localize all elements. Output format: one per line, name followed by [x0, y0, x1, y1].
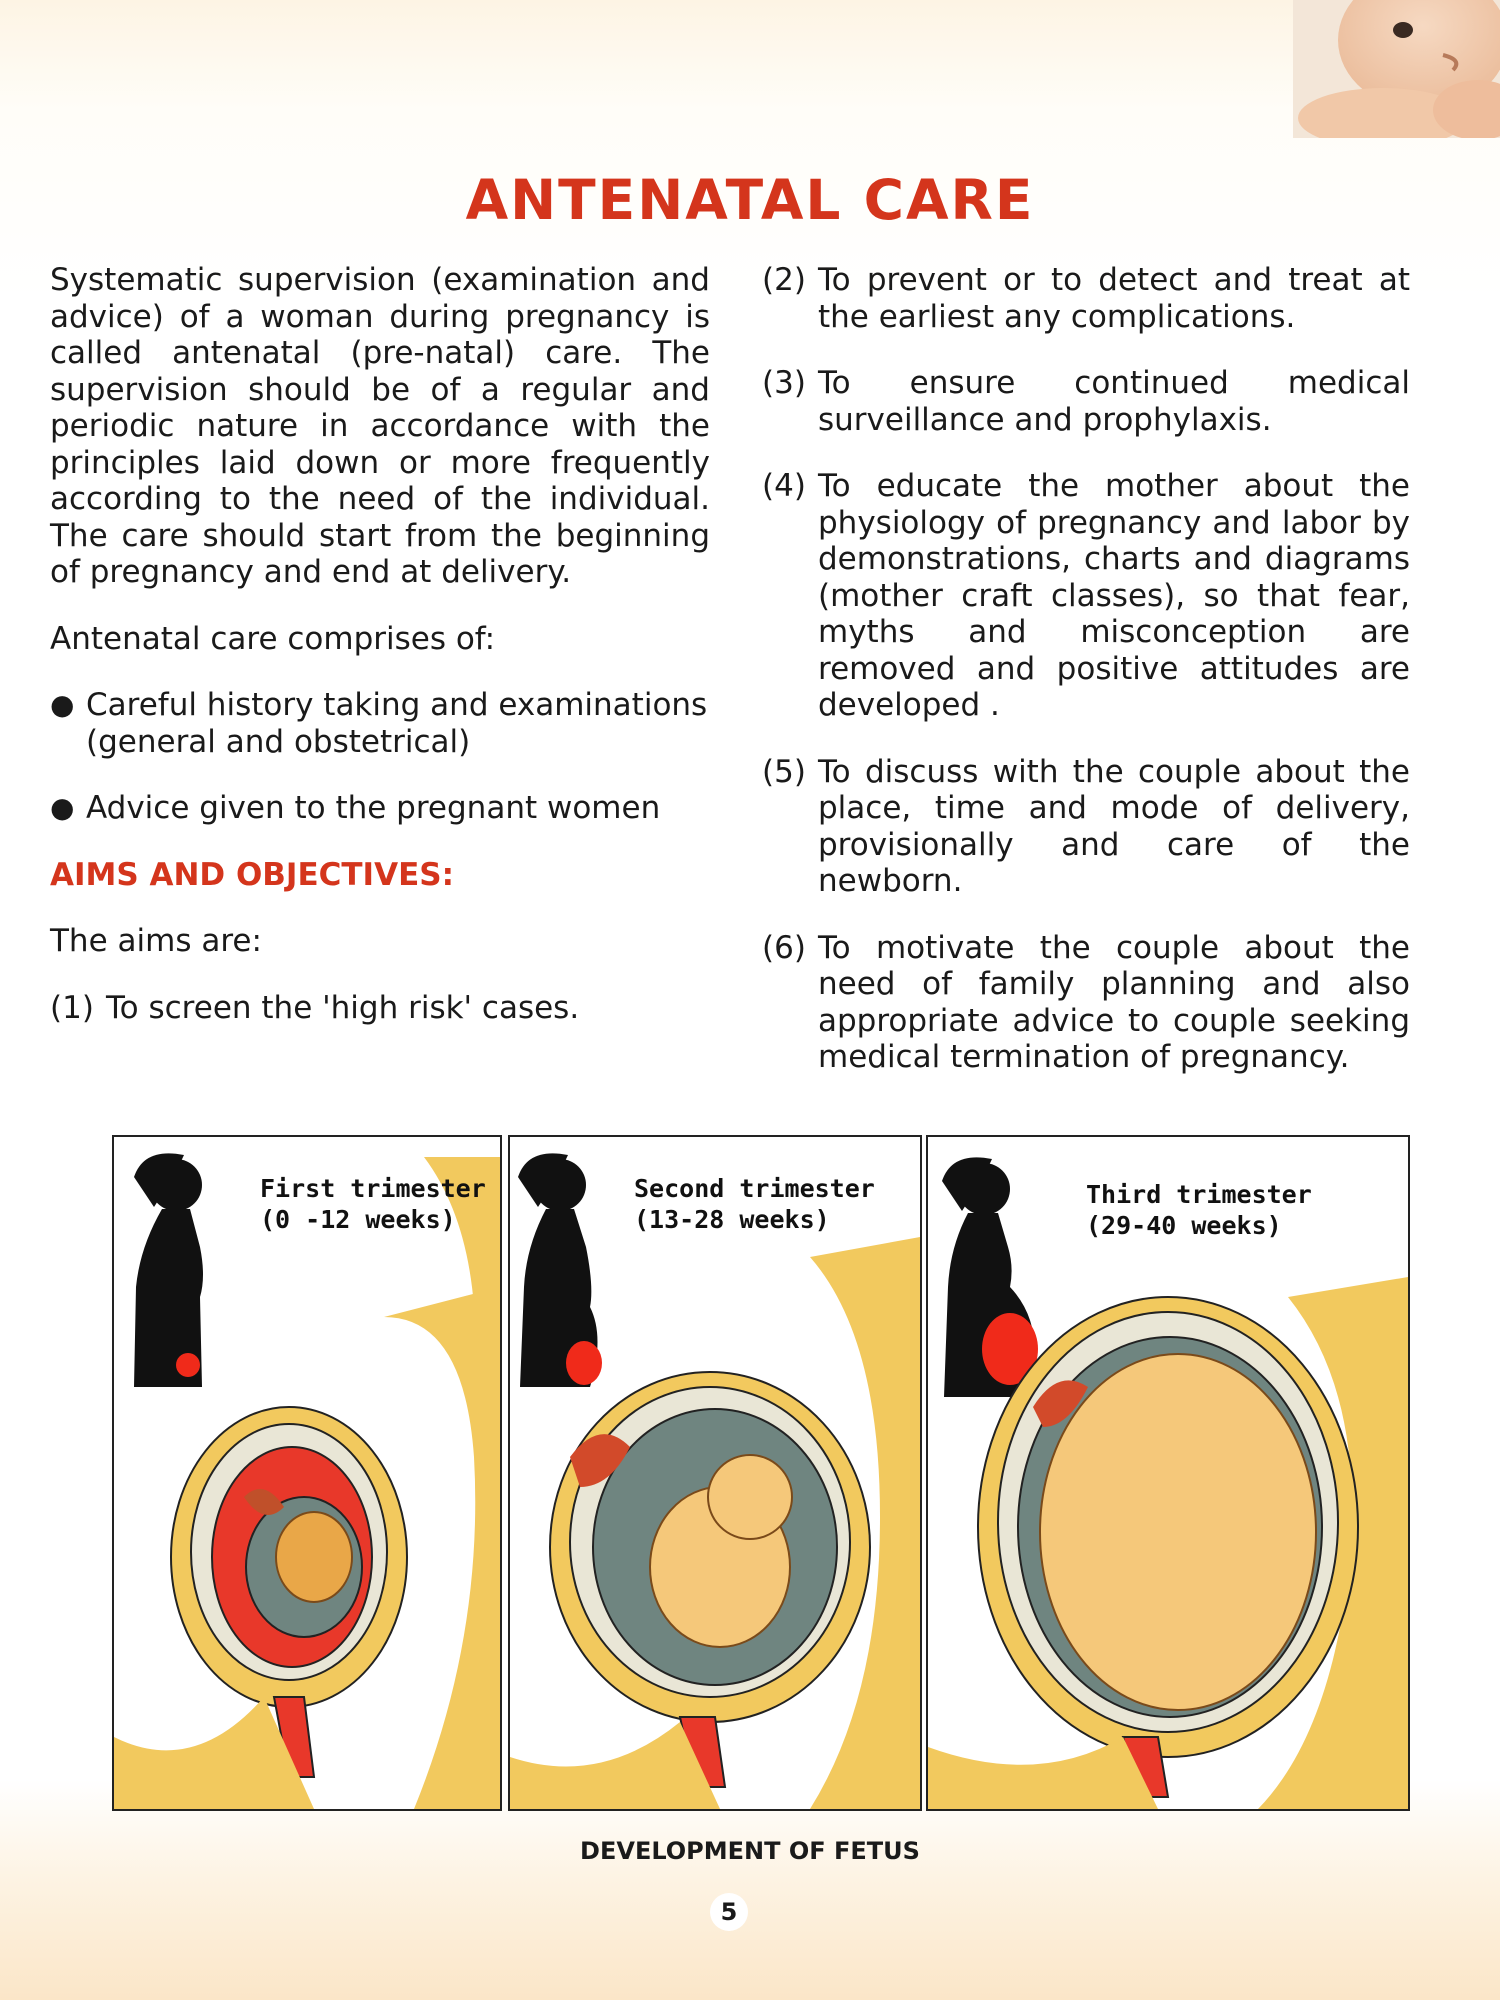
aim-number: (3) [762, 365, 806, 401]
bullet-text: Advice given to the pregnant women [86, 790, 661, 826]
intro-paragraph: Systematic supervision (examination and advice) of a woman during pregnancy is called antenatal (pre-natal) care. The supervision should be of a regular and periodic nature in accordance with the principles laid down or more frequently according to the need of the individual. The care should start from the beginning of pregnancy and end at delivery. [50, 262, 710, 590]
fetus-icon [276, 1512, 352, 1602]
bullet-text: Careful history taking and examinations (general and obstetrical) [86, 687, 708, 760]
aim-item [762, 365, 1410, 438]
third-trimester-panel [926, 1135, 1410, 1811]
panel-label: Second trimester (13-28 weeks) [634, 1174, 875, 1234]
right-column [762, 262, 1410, 1076]
page-number: 5 [710, 1893, 748, 1931]
aim-number: (5) [762, 753, 806, 790]
fetus-icon [1040, 1354, 1316, 1710]
aims-heading: AIMS AND OBJECTIVES: [50, 856, 454, 893]
aim-item [762, 930, 1410, 1076]
second-trimester-panel [508, 1135, 922, 1811]
figure-caption: DEVELOPMENT OF FETUS [580, 1837, 920, 1865]
aim-number: (6) [762, 929, 806, 966]
bullet-dot-icon: ● [50, 791, 75, 824]
page-title: ANTENATAL CARE [465, 168, 1035, 232]
aim-text: To screen the 'high risk' cases. [106, 989, 580, 1026]
bullet-dot-icon: ● [50, 688, 75, 721]
aim-number: (1) [50, 989, 94, 1026]
bullet-item [50, 687, 710, 760]
panel-label: Third trimester (29-40 weeks) [1086, 1180, 1312, 1240]
comprises-heading: Antenatal care comprises of: [50, 620, 496, 657]
aim-number: (4) [762, 468, 806, 504]
uterus-marker-icon [566, 1341, 602, 1385]
aims-intro: The aims are: [50, 923, 262, 959]
aim-text: To prevent or to detect and treat at the earliest any complications. [818, 262, 1410, 335]
first-trimester-illustration [114, 1137, 500, 1809]
aim-item [762, 754, 1410, 900]
aim-item [50, 990, 710, 1027]
aim-text: To motivate the couple about the need of family planning and also appropriate advice to couple seeking medical termination of pregnancy. [818, 929, 1410, 1075]
aim-text: To ensure continued medical surveillance and prophylaxis. [818, 365, 1410, 438]
first-trimester-panel [112, 1135, 502, 1811]
aim-text: To educate the mother about the physiology of pregnancy and labor by demonstrations, charts and diagrams (mother craft classes), so that fear, myths and misconception are removed and positive attitudes are developed . [818, 468, 1410, 723]
woman-silhouette-icon [134, 1153, 203, 1387]
second-trimester-illustration [510, 1137, 920, 1809]
bullet-item [50, 790, 710, 827]
panel-label: First trimester (0 -12 weeks) [260, 1174, 486, 1234]
aim-item [762, 262, 1410, 335]
aim-number: (2) [762, 262, 806, 298]
uterus-marker-icon [176, 1353, 200, 1377]
aim-text: To discuss with the couple about the place, time and mode of delivery, provisionally and care of the newborn. [818, 753, 1410, 899]
aim-item [762, 468, 1410, 724]
left-column [50, 262, 710, 1026]
baby-photo [1293, 0, 1500, 138]
